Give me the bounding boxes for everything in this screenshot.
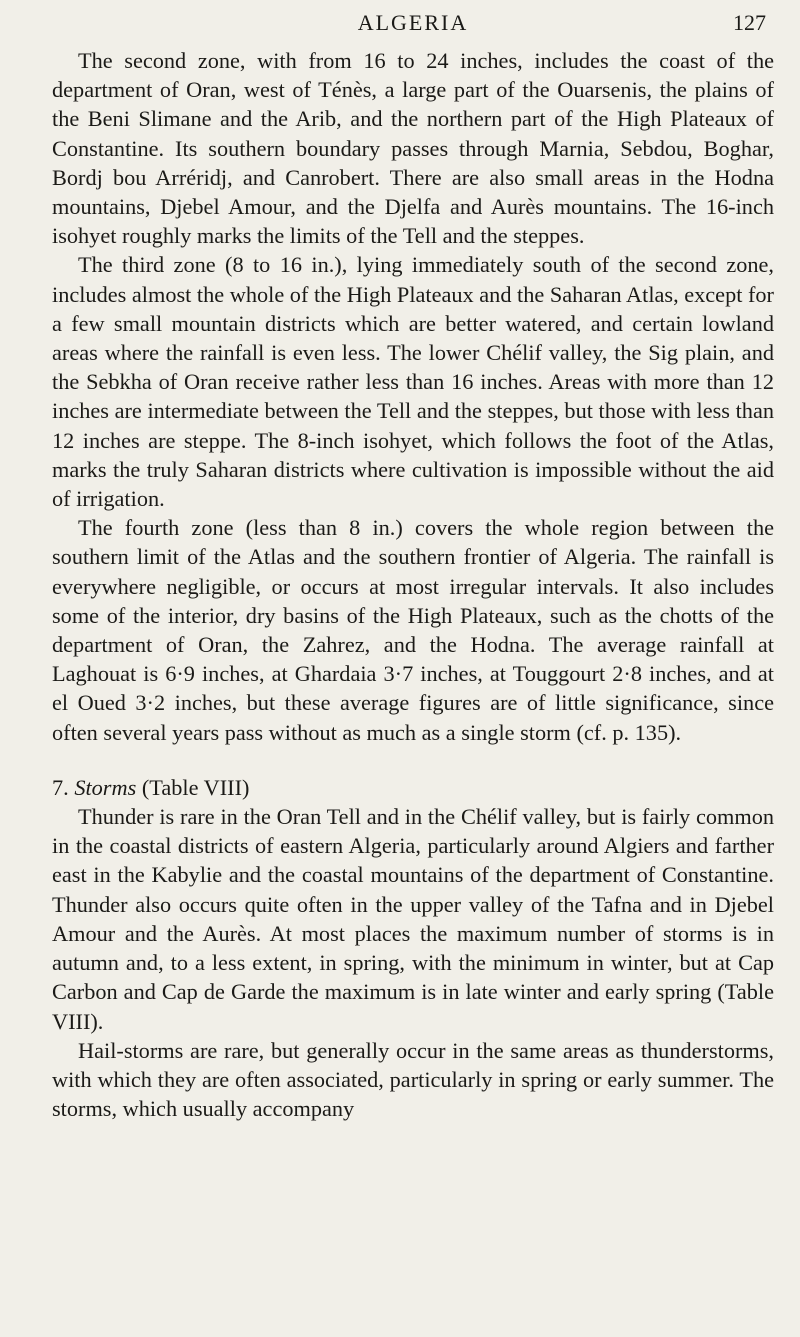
running-head-title: ALGERIA (357, 10, 469, 35)
running-head (52, 0, 774, 46)
paragraph-hail-storms: Hail-storms are rare, but generally occur in the same areas as thunderstorms, with which they are often associated, particularly in spring or early summer. The storms, which usually accompany (52, 1037, 774, 1122)
section-table-ref: (Table VIII) (141, 774, 250, 800)
paragraph-third-zone: The third zone (8 to 16 in.), lying immediately south of the second zone, includes almost the whole of the High Plateaux and the Saharan Atlas, except for a few small mountain districts which are better watered, and certain lowland areas where the rainfall is even less. The lower Chélif valley, the Sig plain, and the Sebkha of Oran receive rather less than 16 inches. Areas with more than 12 inches are intermediate between the Tell and the steppes, but those with less than 12 inches are steppe. The 8-inch isohyet, which follows the foot of the Atlas, marks the truly Saharan districts where cultivation is impossible without the aid of irrigation. (52, 252, 774, 512)
book-page (52, 0, 774, 1123)
section-heading-storms (52, 773, 774, 802)
section-title: Storms (74, 774, 137, 800)
paragraph-thunder: Thunder is rare in the Oran Tell and in the Chélif valley, but is fairly common in the coastal districts of eastern Algeria, particularly around Algiers and farther east in the Kabylie and the coastal mountains of the department of Constantine. Thunder also occurs quite often in the upper valley of the Tafna and in Djebel Amour and the Aurès. At most places the maximum number of storms is in autumn and, to a less extent, in spring, with the minimum in winter, but at Cap Carbon and Cap de Garde the maximum is in late winter and early spring (Table VIII). (52, 804, 774, 1034)
paragraph-fourth-zone: The fourth zone (less than 8 in.) covers the whole region between the southern limit of the Atlas and the southern frontier of Algeria. The rainfall is everywhere negligible, or occurs at most irregular intervals. It also includes some of the interior, dry basins of the High Plateaux, such as the chotts of the department of Oran, the Zahrez, and the Hodna. The average rainfall at Laghouat is 6·9 inches, at Ghardaia 3·7 inches, at Touggourt 2·8 inches, and at el Oued 3·2 inches, but these average figures are of little significance, since often several years pass without as much as a single storm (cf. p. 135). (52, 515, 774, 745)
page-number: 127 (733, 10, 766, 35)
section-number: 7. (52, 774, 69, 800)
paragraph-second-zone: The second zone, with from 16 to 24 inches, includes the coast of the department of Oran, west of Ténès, a large part of the Ouarsenis, the plains of the Beni Slimane and the Arib, and the northern part of the High Plateaux of Constantine. Its southern boundary passes through Marnia, Sebdou, Boghar, Bordj bou Arréridj, and Canrobert. There are also small areas in the Hodna mountains, Djebel Amour, and the Djelfa and Aurès mountains. The 16-inch isohyet roughly marks the limits of the Tell and the steppes. (52, 48, 774, 249)
